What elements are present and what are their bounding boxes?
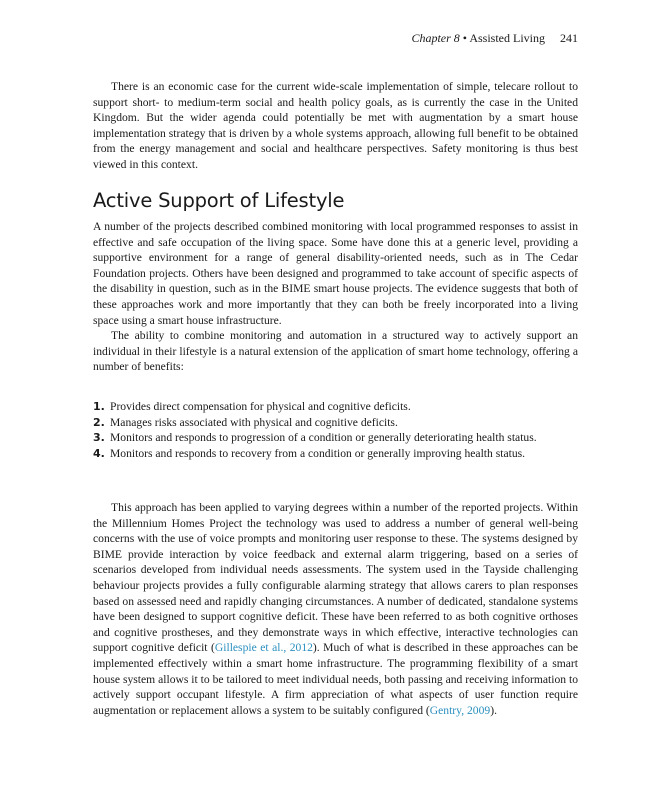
list-text: Monitors and responds to recovery from a condition or generally improving health status. [110, 446, 526, 460]
paragraph-3-text-a: This approach has been applied to varying degrees within a number of the reported projects. Within the Millennium Homes Project the technology was used to address a number of general well-being concerns with the use of voice prompts and monitoring user response to these. The systems designed by BIME provide interaction by voice feedback and external alarm triggering, based on a series of scenarios developed from individual needs assessments. The system used in the Tayside challenging behaviour projects provides a fully configurable alarming strategy that allows carers to plan responses based on assessed need and rapidly changing circumstances. A number of dedicated, standalone systems have been designed to support cognitive deficit. These have been referred to as both cognitive orthoses and cognitive prostheses, and they demonstrate ways in which effective, interactive technologies can support cognitive deficit ( [93, 501, 578, 655]
page-number: 241 [560, 31, 578, 45]
section-paragraph-3 [93, 500, 578, 718]
header-bullet: • [462, 31, 467, 45]
section-paragraph-2: The ability to combine monitoring and automation in a structured way to actively support an individual in their lifestyle is a natural extension of the application of smart home technology, offering a number of benefits: [93, 329, 578, 374]
paragraph-3-text-b: ). Much of what is described in these approaches can be implemented effectively within a smart home infrastructure. The programming flexibility of a smart house system allows it to be tailored to meet individual needs, both passing and receiving information to actively support occupant lifestyle. A firm appreciation of what aspects of user function require augmentation or replacement allows a system to be suitably configured ( [93, 641, 578, 717]
list-item [93, 430, 578, 446]
closing-block [93, 500, 578, 718]
benefits-list [93, 399, 578, 461]
citation-link-gentry[interactable]: Gentry, 2009 [429, 703, 491, 717]
section-heading: Active Support of Lifestyle [93, 189, 345, 212]
list-text: Manages risks associated with physical and cognitive deficits. [110, 415, 398, 429]
list-item [93, 446, 578, 462]
running-header [411, 31, 578, 46]
list-text: Monitors and responds to progression of a condition or generally deteriorating health status. [110, 431, 537, 445]
list-number: 3. [93, 431, 105, 445]
list-item [93, 415, 578, 431]
list-number: 4. [93, 446, 105, 460]
paragraph-3-text-c: ). [490, 703, 497, 717]
list-item [93, 399, 578, 415]
section-paragraph-1: A number of the projects described combined monitoring with local programmed responses to assist in effective and safe occupation of the living space. Some have done this at a generic level, providing a supportive environment for a range of general disability-oriented needs, such as in The Cedar Foundation projects. Others have been designed and programmed to take account of specific aspects of the disability in question, such as in the BIME smart house projects. The evidence suggests that both of these approaches work and more importantly that they can both be freely incorporated into a living space using a smart house infrastructure. [93, 220, 578, 327]
chapter-label: Chapter 8 [411, 31, 460, 45]
list-text: Provides direct compensation for physical and cognitive deficits. [110, 400, 411, 413]
section-body [93, 219, 578, 375]
citation-link-gillespie[interactable]: Gillespie et al., 2012 [214, 641, 313, 655]
intro-paragraph: There is an economic case for the current wide-scale implementation of simple, telecare rollout to support short- to medium-term social and health policy goals, as is currently the case in the United Kingdom. But the wider agenda could potentially be met with augmentation by a smart house implementation strategy that is driven by a whole systems approach, allowing full benefit to be obtained from the energy management and social and healthcare perspectives. Safety monitoring is thus best viewed in this context. [93, 80, 578, 171]
intro-block [93, 79, 578, 173]
list-number: 1. [93, 400, 105, 413]
section-label: Assisted Living [469, 31, 545, 45]
list-number: 2. [93, 415, 105, 429]
